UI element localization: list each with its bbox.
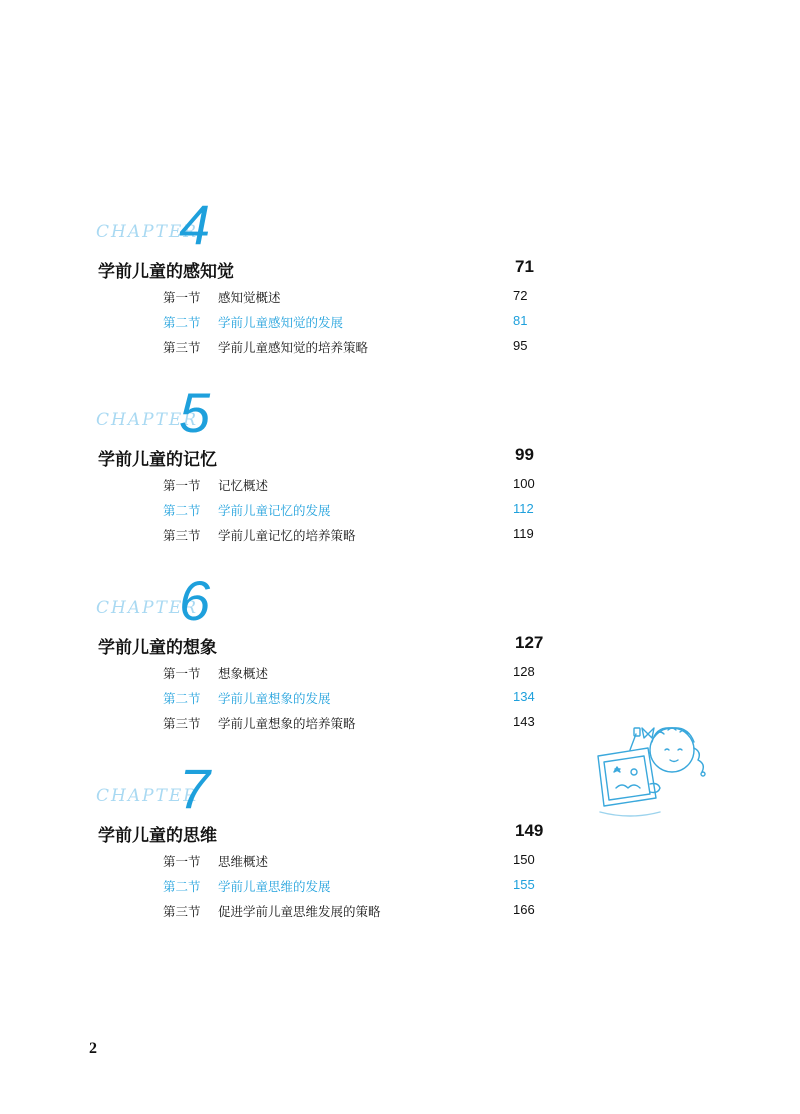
toc-section-highlighted[interactable] <box>0 689 800 709</box>
section-title: 学前儿童感知觉的发展 <box>218 315 344 330</box>
page-number: 2 <box>89 1040 97 1057</box>
chapter-title[interactable]: 学前儿童的感知觉 <box>98 262 234 282</box>
section-title: 学前儿童感知觉的培养策略 <box>218 340 369 355</box>
chapter-title[interactable]: 学前儿童的想象 <box>98 638 217 658</box>
section-label: 第一节 <box>163 478 201 493</box>
section-label: 第二节 <box>163 503 201 518</box>
section-title: 学前儿童想象的发展 <box>218 691 331 706</box>
section-page: 143 <box>513 714 535 729</box>
chapter-word: CHAPTER <box>96 410 199 430</box>
section-title: 学前儿童思维的发展 <box>218 879 331 894</box>
toc-section[interactable] <box>0 902 800 922</box>
section-title: 感知觉概述 <box>218 290 281 305</box>
section-label: 第三节 <box>163 716 201 731</box>
section-title: 学前儿童记忆的发展 <box>218 503 331 518</box>
toc-section[interactable] <box>0 526 800 546</box>
section-label: 第一节 <box>163 290 201 305</box>
toc-section[interactable] <box>0 664 800 684</box>
section-label: 第二节 <box>163 691 201 706</box>
chapter-number: 7 <box>179 757 211 820</box>
section-label: 第一节 <box>163 666 201 681</box>
section-title: 思维概述 <box>218 854 269 869</box>
toc-section-highlighted[interactable] <box>0 877 800 897</box>
section-page: 100 <box>513 476 535 491</box>
chapter-word: CHAPTER <box>96 222 199 242</box>
section-page: 166 <box>513 902 535 917</box>
section-page: 155 <box>513 877 535 892</box>
section-label: 第二节 <box>163 879 201 894</box>
section-label: 第三节 <box>163 528 201 543</box>
toc-section[interactable] <box>0 288 800 308</box>
section-page: 150 <box>513 852 535 867</box>
toc-section[interactable] <box>0 852 800 872</box>
chapter-word: CHAPTER <box>96 598 199 618</box>
section-page: 128 <box>513 664 535 679</box>
section-title: 学前儿童想象的培养策略 <box>218 716 356 731</box>
chapter-word: CHAPTER <box>96 786 199 806</box>
chapter-number: 5 <box>179 381 211 444</box>
toc-section[interactable] <box>0 338 800 358</box>
section-label: 第一节 <box>163 854 201 869</box>
chapter-number: 4 <box>179 193 211 256</box>
toc-section[interactable] <box>0 476 800 496</box>
section-label: 第二节 <box>163 315 201 330</box>
section-label: 第三节 <box>163 340 201 355</box>
section-title: 想象概述 <box>218 666 269 681</box>
section-label: 第三节 <box>163 904 201 919</box>
section-title: 学前儿童记忆的培养策略 <box>218 528 356 543</box>
section-title: 记忆概述 <box>218 478 269 493</box>
section-page: 134 <box>513 689 535 704</box>
chapter-page: 127 <box>515 633 544 652</box>
toc-section-highlighted[interactable] <box>0 501 800 521</box>
chapter-page: 99 <box>515 445 534 464</box>
toc-section-highlighted[interactable] <box>0 313 800 333</box>
section-title: 促进学前儿童思维发展的策略 <box>218 904 381 919</box>
section-page: 81 <box>513 313 528 328</box>
section-page: 112 <box>513 501 534 516</box>
section-page: 119 <box>513 526 534 541</box>
chapter-title[interactable]: 学前儿童的思维 <box>98 826 217 846</box>
chapter-page: 71 <box>515 257 534 276</box>
chapter-number: 6 <box>179 569 211 632</box>
chapter-page: 149 <box>515 821 544 840</box>
section-page: 95 <box>513 338 528 353</box>
section-page: 72 <box>513 288 528 303</box>
chapter-title[interactable]: 学前儿童的记忆 <box>98 450 217 470</box>
child-with-drawing-board-icon <box>590 712 720 822</box>
